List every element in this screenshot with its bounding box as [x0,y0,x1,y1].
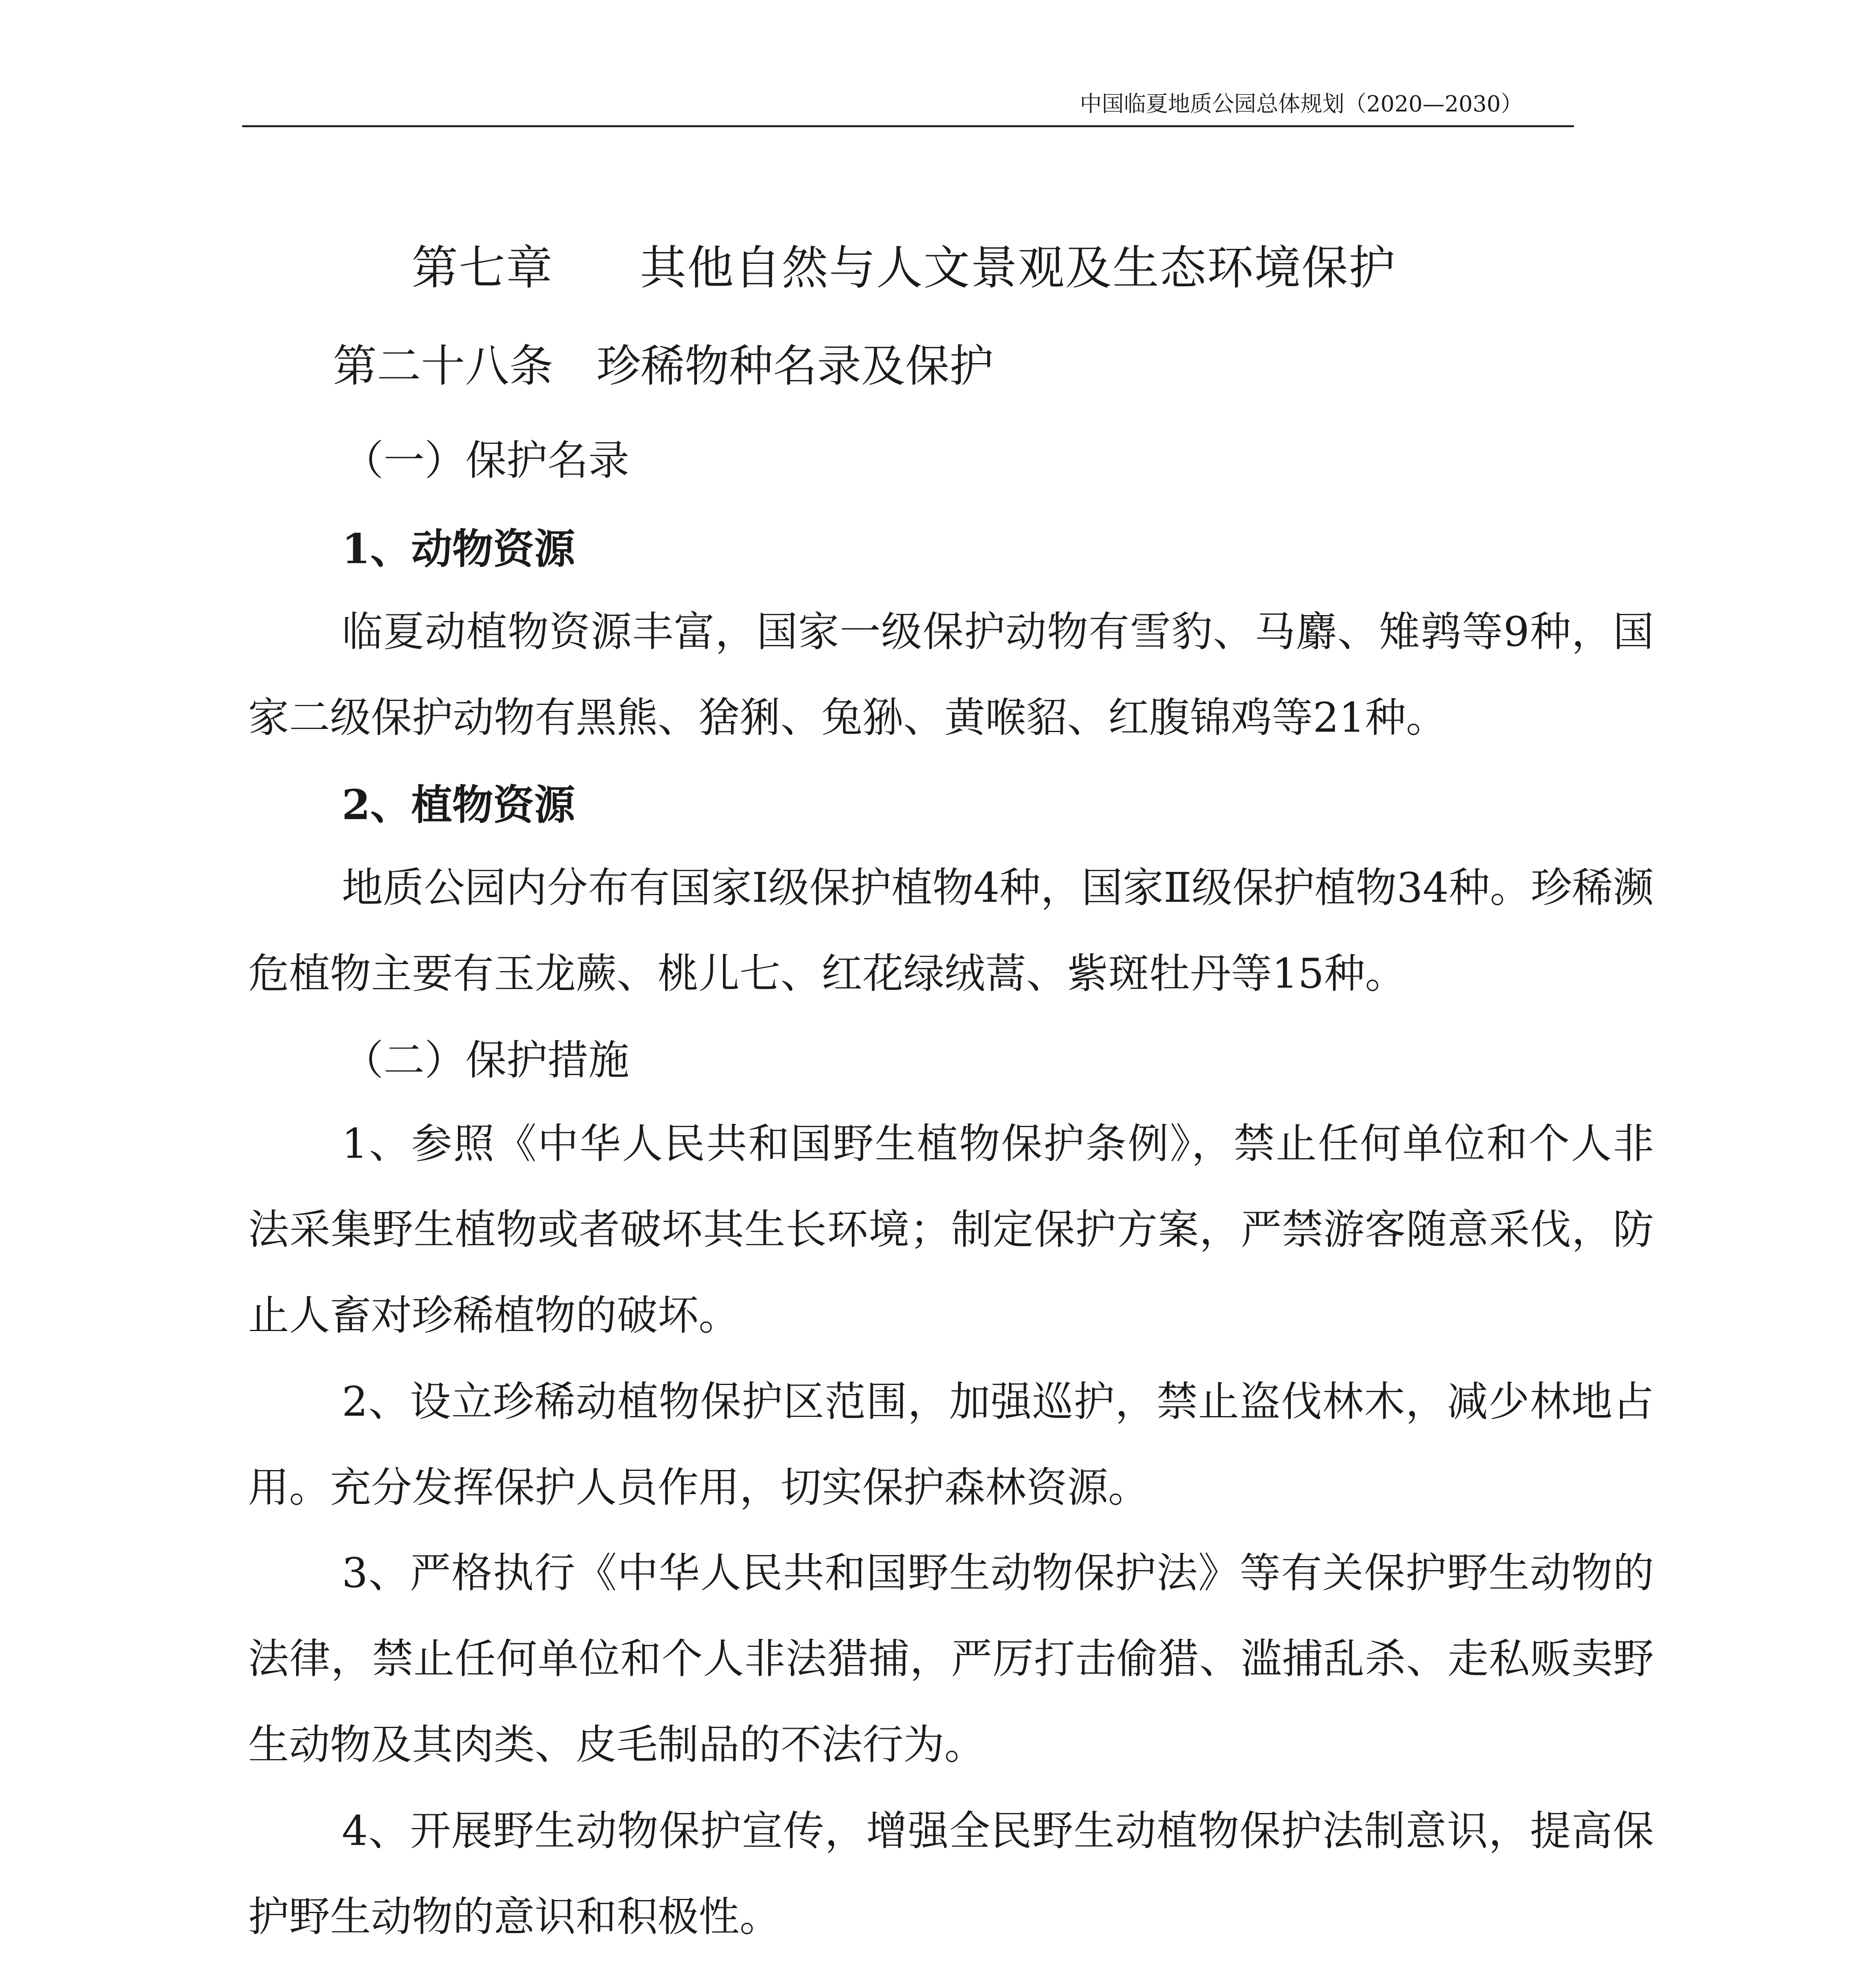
running-title: 中国临夏地质公园总体规划（2020—2030） [1079,91,1523,117]
measure-3-paragraph: 3、严格执行《中华人民共和国野生动物保护法》等有关保护野生动物的法律，禁止任何单位和个人非法猎捕，严厉打击偷猎、滥捕乱杀、走私贩卖野生动物及其肉类、皮毛制品的不法行为。 [248,1549,1654,1769]
chapter-number: 第七章 [412,241,554,295]
page-header [242,90,1574,127]
measure-2-paragraph: 2、设立珍稀动植物保护区范围，加强巡护，禁止盗伐林木，减少林地占用。充分发挥保护人员作用，切实保护森林资源。 [248,1378,1654,1511]
plants-paragraph: 地质公园内分布有国家Ⅰ级保护植物4种，国家Ⅱ级保护植物34种。珍稀濒危植物主要有玉龙蕨、桃儿七、红花绿绒蒿、紫斑牡丹等15种。 [248,864,1654,997]
animals-paragraph: 临夏动植物资源丰富，国家一级保护动物有雪豹、马麝、雉鹑等9种，国家二级保护动物有黑熊、猞猁、兔狲、黄喉貂、红腹锦鸡等21种。 [248,608,1654,742]
section-protection-list-heading: （一）保护名录 [343,436,630,484]
measure-4-paragraph: 4、开展野生动物保护宣传，增强全民野生动植物保护法制意识，提高保护野生动物的意识和积极性。 [248,1807,1654,1941]
plants-heading: 2、植物资源 [342,781,575,829]
article-28-name: 珍稀物种名录及保护 [597,341,994,392]
measure-1-paragraph: 1、参照《中华人民共和国野生植物保护条例》，禁止任何单位和个人非法采集野生植物或者破坏其生长环境；制定保护方案，严禁游客随意采伐，防止人畜对珍稀植物的破坏。 [248,1120,1654,1339]
section-protection-measures-heading: （二）保护措施 [343,1036,630,1084]
article-28-number: 第二十八条 [333,341,553,392]
article-29-title [270,1959,769,1969]
article-28-title [333,331,994,394]
chapter-title [412,230,1396,297]
animals-heading: 1、动物资源 [342,525,575,573]
chapter-name: 其他自然与人文景观及生态环境保护 [640,241,1396,295]
